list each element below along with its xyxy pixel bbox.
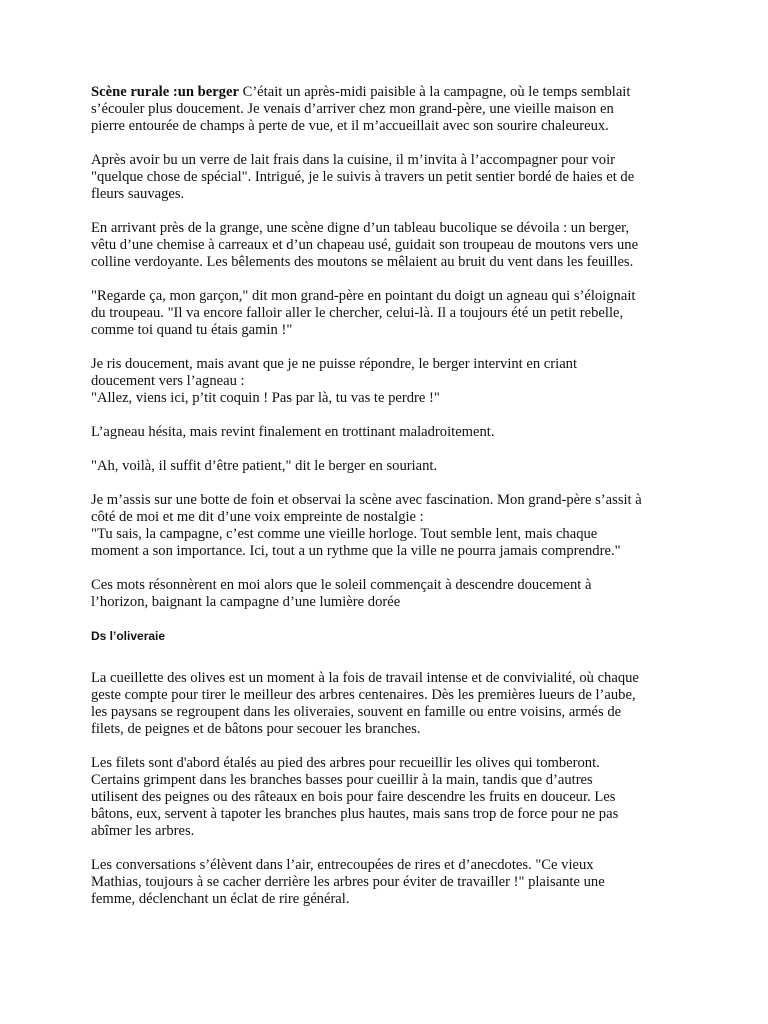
paragraph [91,492,691,560]
text-run: Les filets sont d'abord étalés au pied des arbres pour recueillir les olives qui tomberont. [91,755,600,771]
paragraph [91,458,691,475]
text-run: Je m’assis sur une botte de foin et observai la scène avec fascination. Mon grand-père s’assit à [91,492,642,508]
text-line [91,721,691,738]
text-run: doucement vers l’agneau : [91,373,245,389]
text-line [91,687,691,704]
text-run: C’était un après-midi paisible à la campagne, où le temps semblait [238,84,631,100]
text-line [91,169,691,186]
text-line [91,254,691,271]
section-heading: Ds l’oliveraie [91,629,166,643]
text-line [91,322,691,339]
text-run: Certains grimpent dans les branches basses pour cueillir à la main, tandis que d’autres [91,772,593,788]
text-line [91,492,691,509]
text-line [91,220,691,237]
text-line [91,390,691,407]
text-line [91,543,691,560]
text-run: vêtu d’une chemise à carreaux et d’un chapeau usé, guidait son troupeau de moutons vers une [91,237,639,253]
text-line [91,670,691,687]
section-rural-scene [91,84,691,611]
text-line [91,305,691,322]
text-run: côté de moi et me dit d’une voix empreinte de nostalgie : [91,509,424,525]
text-run: fleurs sauvages. [91,186,185,202]
text-run: femme, déclenchant un éclat de rire général. [91,891,350,907]
text-line [91,874,691,891]
text-run: abîmer les arbres. [91,823,195,839]
text-run: "Regarde ça, mon garçon," dit mon grand-père en pointant du doigt un agneau qui s’éloignait [91,288,636,304]
section-olive-grove [91,670,691,908]
text-line [91,186,691,203]
paragraph [91,670,691,738]
text-run: l’horizon, baignant la campagne d’une lumière dorée [91,594,401,610]
document-page [91,84,691,925]
text-line [91,789,691,806]
text-run: L’agneau hésita, mais revint finalement en trottinant maladroitement. [91,424,495,440]
paragraph [91,152,691,203]
text-line [91,509,691,526]
text-run: La cueillette des olives est un moment à la fois de travail intense et de convivialité, où chaque [91,670,639,686]
text-run: "Tu sais, la campagne, c’est comme une vieille horloge. Tout semble lent, mais chaque [91,526,598,542]
text-line [91,891,691,908]
text-run: pierre entourée de champs à perte de vue, et il m’accueillait avec son sourire chaleureux. [91,118,609,134]
text-line [91,84,691,101]
paragraph [91,288,691,339]
text-run: utilisent des peignes ou des râteaux en bois pour faire descendre les fruits en douceur. Les [91,789,616,805]
text-run: bâtons, eux, servent à tapoter les branches plus hautes, mais sans trop de force pour ne pas [91,806,619,822]
text-run: les paysans se regroupent dans les oliveraies, souvent en famille ou entre voisins, armés de [91,704,622,720]
paragraph [91,220,691,271]
text-line [91,806,691,823]
text-run: Ces mots résonnèrent en moi alors que le soleil commençait à descendre doucement à [91,577,592,593]
paragraph [91,84,691,135]
text-run: du troupeau. "Il va encore falloir aller le chercher, celui-là. Il a toujours été un petit rebelle, [91,305,624,321]
text-run: geste compte pour tirer le meilleur des arbres centenaires. Dès les premières lueurs de l’aube, [91,687,636,703]
text-run: "Ah, voilà, il suffit d’être patient," dit le berger en souriant. [91,458,438,474]
text-line [91,772,691,789]
text-line [91,152,691,169]
text-run: filets, de peignes et de bâtons pour secouer les branches. [91,721,421,737]
text-run: "quelque chose de spécial". Intrigué, je le suivis à travers un petit sentier bordé de haies et de [91,169,635,185]
text-run: s’écouler plus doucement. Je venais d’arriver chez mon grand-père, une vieille maison en [91,101,614,117]
paragraph [91,424,691,441]
paragraph [91,755,691,840]
text-run: moment a son importance. Ici, tout a un rythme que la ville ne pourra jamais comprendre." [91,543,621,559]
paragraph [91,577,691,611]
text-line [91,458,691,475]
text-line [91,755,691,772]
text-run: Mathias, toujours à se cacher derrière les arbres pour éviter de travailler !" plaisante une [91,874,605,890]
text-run: Après avoir bu un verre de lait frais dans la cuisine, il m’invita à l’accompagner pour voir [91,152,615,168]
text-run: En arrivant près de la grange, une scène digne d’un tableau bucolique se dévoila : un berger, [91,220,630,236]
text-line [91,288,691,305]
text-line [91,373,691,390]
paragraph [91,356,691,407]
text-run: "Allez, viens ici, p’tit coquin ! Pas par là, tu vas te perdre !" [91,390,440,406]
text-line [91,857,691,874]
text-run: Les conversations s’élèvent dans l’air, entrecoupées de rires et d’anecdotes. "Ce vieux [91,857,594,873]
text-run: colline verdoyante. Les bêlements des moutons se mêlaient au bruit du vent dans les feuilles. [91,254,634,270]
text-line [91,823,691,840]
text-line [91,101,691,118]
paragraph [91,857,691,908]
text-run: Je ris doucement, mais avant que je ne puisse répondre, le berger intervint en criant [91,356,578,372]
text-line [91,118,691,135]
section-title: Scène rurale :un berger [91,84,239,100]
text-line [91,577,691,594]
text-line [91,704,691,721]
text-line [91,237,691,254]
text-run: comme toi quand tu étais gamin !" [91,322,293,338]
text-line [91,356,691,373]
text-line [91,594,691,611]
text-line [91,424,691,441]
text-line [91,526,691,543]
